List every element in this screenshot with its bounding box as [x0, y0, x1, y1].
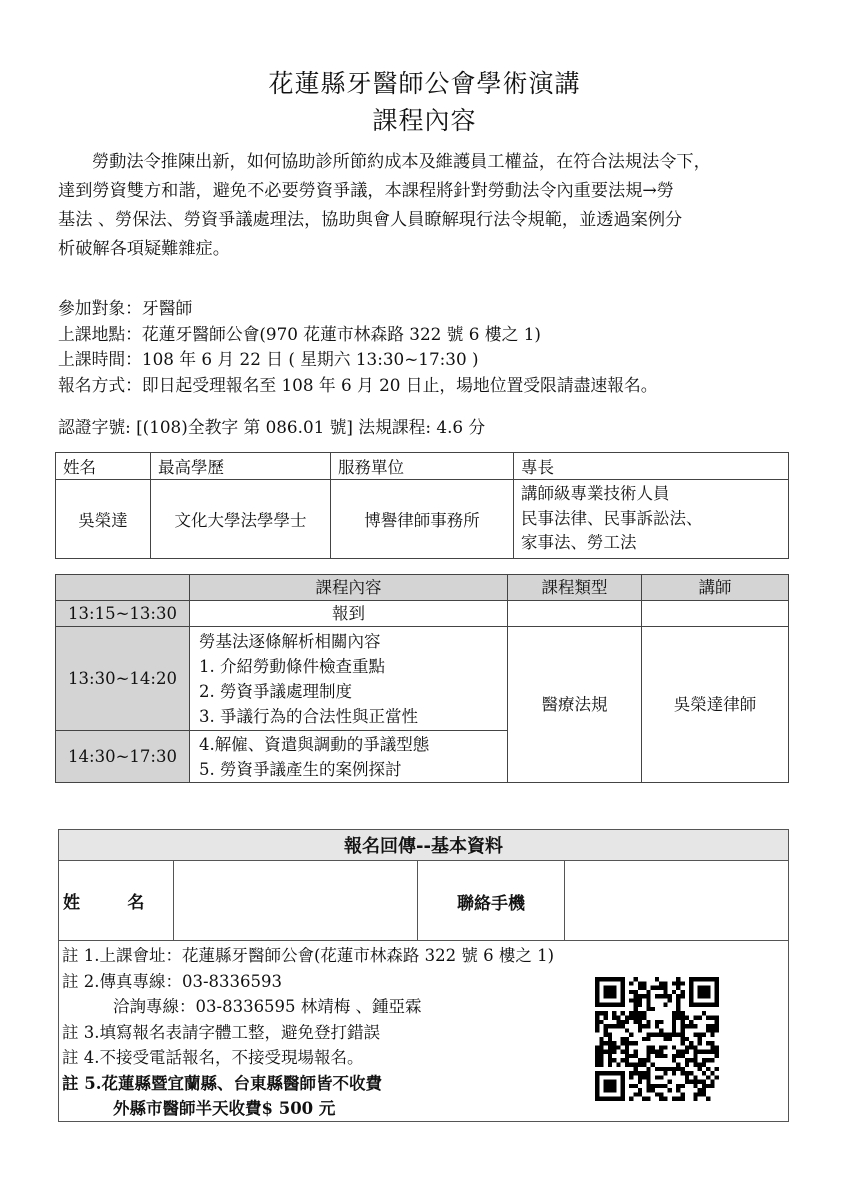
content-line: 勞基法逐條解析相關內容	[199, 631, 381, 651]
content-line: 5. 勞資爭議產生的案例探討	[199, 759, 402, 779]
page-subtitle: 課程內容	[372, 106, 477, 135]
phone-label: 聯絡手機	[418, 861, 565, 941]
session-content	[190, 731, 508, 783]
content-line: 2. 勞資爭議處理制度	[199, 681, 352, 701]
intro-paragraph	[58, 148, 790, 264]
intro-line: 勞動法令推陳出新，如何協助診所節約成本及維護員工權益，在符合法規法令下，	[92, 152, 711, 172]
expertise-line: 家事法、勞工法	[521, 533, 637, 553]
empty-cell	[508, 601, 642, 627]
note-1: 註 1.上課會址：花蓮縣牙醫師公會(花蓮市林森路 322 號 6 樓之 1)	[62, 946, 555, 965]
speaker-name: 吳榮達	[56, 480, 151, 559]
note-5: 註 5.花蓮縣暨宜蘭縣、台東縣醫師皆不收費	[62, 1073, 382, 1093]
schedule-header-time	[56, 575, 190, 601]
time-slot: 13:15~13:30	[56, 601, 190, 627]
speaker-expertise	[514, 480, 789, 559]
header-name: 姓名	[56, 453, 151, 480]
name-label: 姓 名	[59, 861, 174, 941]
speaker-table	[55, 452, 789, 559]
intro-line: 基法 、勞保法、勞資爭議處理法，協助與會人員瞭解現行法令規範，並透過案例分	[58, 210, 683, 230]
intro-line: 達到勞資雙方和諧，避免不必要勞資爭議，本課程將針對勞動法令內重要法規→勞	[58, 181, 674, 201]
intro-line: 析破解各項疑難雜症。	[58, 239, 230, 259]
registration-form	[58, 829, 789, 1122]
header-education: 最高學歷	[151, 453, 331, 480]
course-type: 醫療法規	[508, 627, 642, 783]
note-2: 註 2.傳真專線：03-8336593	[62, 971, 283, 991]
location: 上課地點：花蓮牙醫師公會(970 花蓮市林森路 322 號 6 樓之 1)	[58, 323, 541, 344]
header-course-type: 課程類型	[508, 575, 642, 601]
note-2-contact: 洽詢專線：03-8336595 林靖梅 、鍾亞霖	[113, 997, 422, 1016]
note-4: 註 4.不接受電話報名，不接受現場報名。	[62, 1048, 364, 1067]
content-line: 3. 爭議行為的合法性與正當性	[199, 706, 418, 726]
notes-cell	[59, 941, 789, 1122]
time-slot: 14:30~17:30	[56, 731, 190, 783]
audience: 參加對象：牙醫師	[58, 298, 193, 318]
header-instructor: 講師	[642, 575, 789, 601]
certification: 認證字號: [(108)全教字 第 086.01 號] 法規課程: 4.6 分	[58, 417, 486, 437]
registration-form-title: 報名回傳--基本資料	[59, 830, 789, 861]
expertise-line: 講師級專業技術人員	[521, 484, 670, 504]
content-line: 4.解僱、資遣與調動的爭議型態	[199, 734, 430, 754]
speaker-education: 文化大學法學學士	[151, 480, 331, 559]
header-affiliation: 服務單位	[331, 453, 514, 480]
note-3: 註 3.填寫報名表請字體工整，避免登打錯誤	[62, 1022, 380, 1042]
time-slot: 13:30~14:20	[56, 627, 190, 731]
phone-field[interactable]	[565, 861, 789, 941]
registration-method: 報名方式：即日起受理報名至 108 年 6 月 20 日止，場地位置受限請盡速報名。	[58, 374, 658, 395]
schedule-table	[55, 574, 789, 783]
speaker-affiliation: 博譽律師事務所	[331, 480, 514, 559]
instructor: 吳榮達律師	[642, 627, 789, 783]
class-time: 上課時間：108 年 6 月 22 日 ( 星期六 13:30~17:30 )	[58, 349, 479, 369]
page-title: 花蓮縣牙醫師公會學術演講	[268, 69, 581, 98]
name-field[interactable]	[174, 861, 418, 941]
header-content: 課程內容	[190, 575, 508, 601]
session-content: 報到	[190, 601, 508, 627]
expertise-line: 民事法律、民事訴訟法、	[521, 508, 703, 528]
content-line: 1. 介紹勞動條件檢查重點	[199, 656, 385, 676]
session-content	[190, 627, 508, 731]
course-info	[58, 296, 798, 398]
header-expertise: 專長	[514, 453, 789, 480]
qr-code	[595, 977, 719, 1101]
note-5-fee: 外縣市醫師半天收費$ 500 元	[113, 1099, 336, 1118]
empty-cell	[642, 601, 789, 627]
